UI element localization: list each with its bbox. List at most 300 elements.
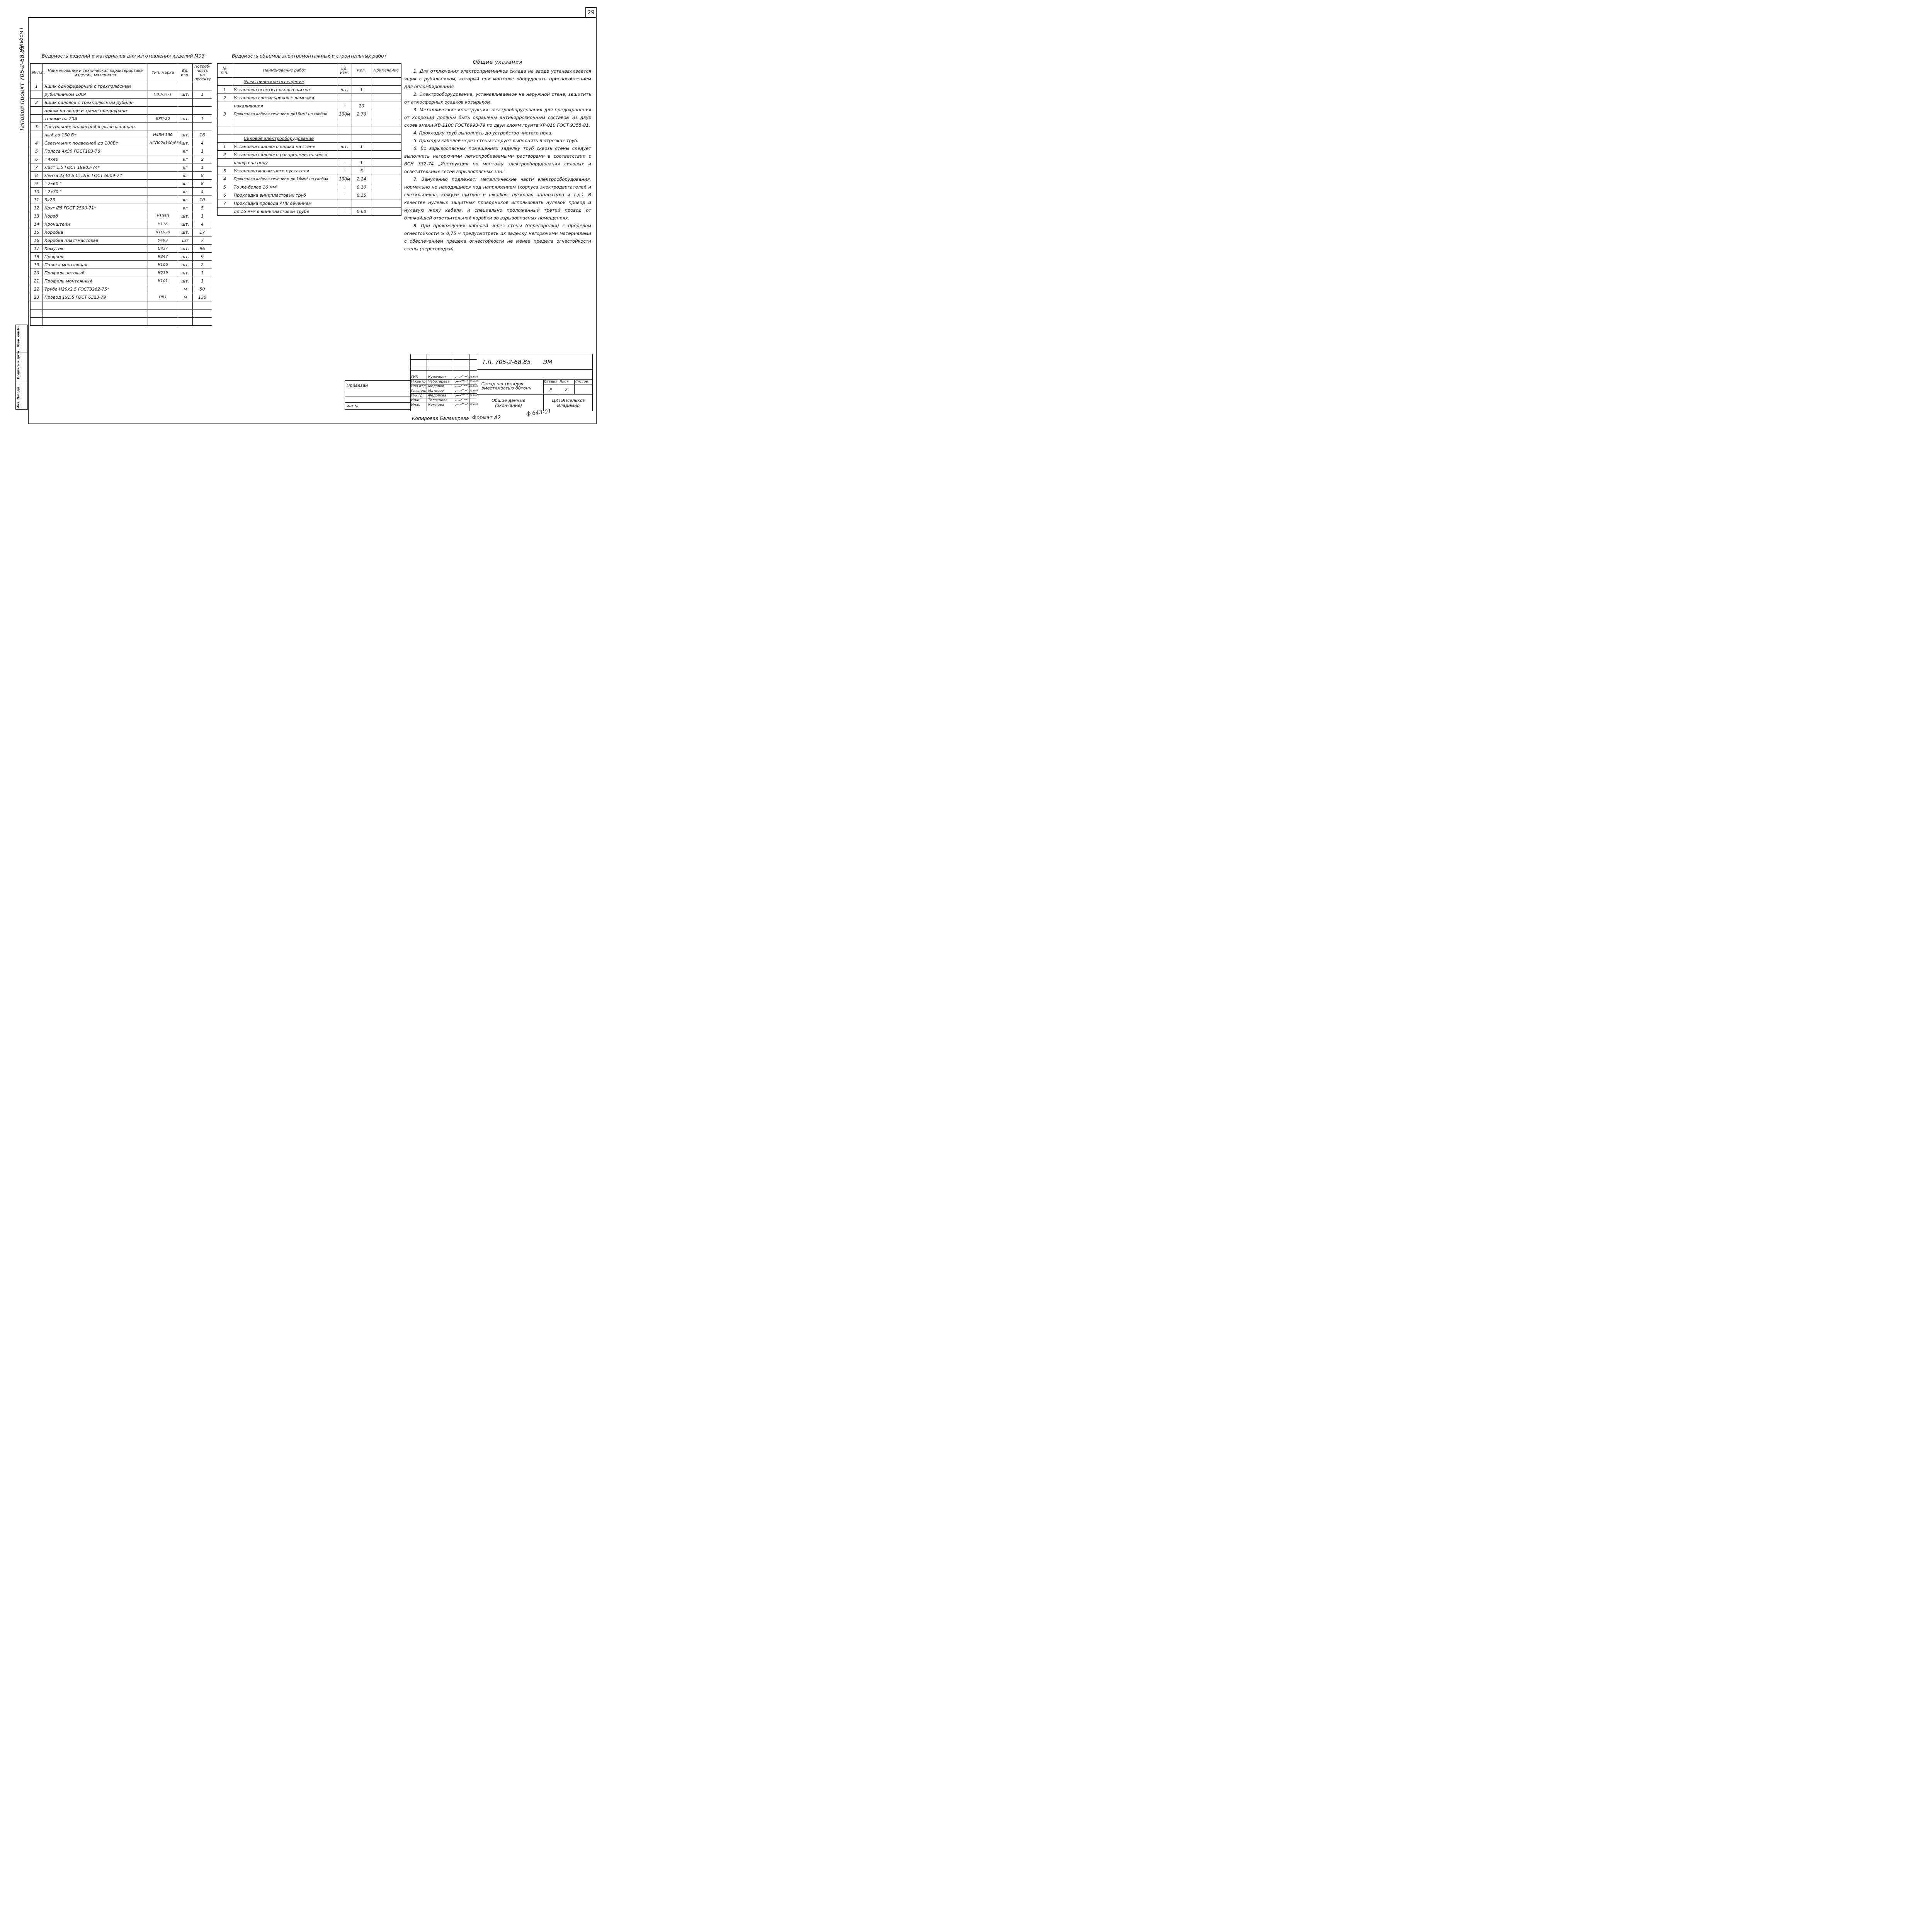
materials-cell-qty: 9 bbox=[193, 253, 212, 261]
materials-cell-name: Профиль монтажный bbox=[43, 277, 148, 285]
stamp-label-signature-date: Подпись и дата bbox=[17, 351, 20, 379]
works-row bbox=[218, 191, 401, 199]
works-table bbox=[217, 63, 401, 216]
materials-cell-type bbox=[148, 285, 178, 293]
stage-value: Р bbox=[549, 387, 552, 392]
materials-cell-name: Светильник подвесной взрывозащищен- bbox=[43, 123, 148, 131]
materials-cell-name bbox=[43, 301, 148, 310]
works-cell-note bbox=[371, 102, 401, 110]
materials-caption: Ведомость изделий и материалов для изготовления изделий МЭЗ bbox=[42, 53, 205, 59]
works-header-qty: Кол. bbox=[352, 64, 371, 78]
materials-cell-qty bbox=[193, 82, 212, 90]
materials-cell-num: 14 bbox=[31, 220, 43, 228]
materials-cell-unit: шт bbox=[178, 236, 193, 245]
signer-role: Н.контр. bbox=[411, 380, 427, 384]
materials-cell-unit: кг bbox=[178, 204, 193, 212]
materials-cell-num bbox=[31, 301, 43, 310]
materials-row bbox=[31, 301, 212, 310]
works-cell-qty bbox=[352, 151, 371, 159]
signature-date: 25.6.85 bbox=[469, 403, 478, 406]
works-row bbox=[218, 183, 401, 191]
materials-cell-qty: 1 bbox=[193, 277, 212, 285]
materials-cell-type: К347 bbox=[148, 253, 178, 261]
materials-cell-type bbox=[148, 107, 178, 115]
materials-cell-num: 17 bbox=[31, 245, 43, 253]
materials-row bbox=[31, 261, 212, 269]
materials-row bbox=[31, 228, 212, 236]
materials-cell-type bbox=[148, 99, 178, 107]
materials-cell-name: Хомутик bbox=[43, 245, 148, 253]
works-cell-name: Электрическое освещение bbox=[232, 78, 337, 86]
materials-cell-type bbox=[148, 163, 178, 172]
copied-by: Копировал Балакирева bbox=[412, 416, 469, 421]
binding-block bbox=[345, 380, 410, 410]
materials-row bbox=[31, 212, 212, 220]
materials-cell-type: НСП02х100/Р54 bbox=[148, 139, 178, 147]
materials-cell-qty: 8 bbox=[193, 172, 212, 180]
materials-row bbox=[31, 82, 212, 90]
materials-cell-type: ЯВЗ-31-1 bbox=[148, 90, 178, 99]
signature-mark bbox=[454, 403, 468, 408]
materials-cell-unit: шт. bbox=[178, 131, 193, 139]
materials-row bbox=[31, 90, 212, 99]
signer-role: Инж. bbox=[411, 403, 420, 407]
materials-cell-type bbox=[148, 180, 178, 188]
materials-cell-type: КТО-20 bbox=[148, 228, 178, 236]
works-row bbox=[218, 199, 401, 207]
stamp-label-new-inv: Взам.инв.№ bbox=[17, 326, 20, 347]
materials-cell-type bbox=[148, 204, 178, 212]
materials-cell-unit: шт. bbox=[178, 253, 193, 261]
works-cell-note bbox=[371, 151, 401, 159]
materials-cell-name: Лента 2х40 Б Ст.2пс ГОСТ 6009-74 bbox=[43, 172, 148, 180]
works-cell-qty bbox=[352, 126, 371, 134]
materials-cell-name: Провод 1х1,5 ГОСТ 6323-79 bbox=[43, 293, 148, 301]
materials-cell-num: 7 bbox=[31, 163, 43, 172]
works-cell-unit bbox=[337, 134, 352, 143]
materials-cell-qty: 1 bbox=[193, 269, 212, 277]
works-cell-unit: 100м bbox=[337, 175, 352, 183]
materials-cell-type bbox=[148, 155, 178, 163]
works-cell-name: То же более 16 мм² bbox=[232, 183, 337, 191]
works-row bbox=[218, 110, 401, 118]
materials-cell-name: Профиль зетовый bbox=[43, 269, 148, 277]
works-section-row bbox=[218, 134, 401, 143]
note-item: 4. Прокладку труб выполнить до устройства чистого пола. bbox=[413, 130, 553, 136]
materials-cell-name: Профиль bbox=[43, 253, 148, 261]
materials-cell-type: У409 bbox=[148, 236, 178, 245]
works-cell-qty: 1 bbox=[352, 86, 371, 94]
materials-cell-unit: м bbox=[178, 293, 193, 301]
materials-cell-unit: шт. bbox=[178, 269, 193, 277]
works-cell-name: Установка силового распределительного bbox=[232, 151, 337, 159]
works-cell-unit: " bbox=[337, 102, 352, 110]
materials-row bbox=[31, 318, 212, 326]
signer-name: Чеботарева bbox=[428, 380, 450, 384]
signer-name: Толокнова bbox=[428, 398, 447, 402]
materials-cell-qty bbox=[193, 318, 212, 326]
title-block bbox=[410, 354, 593, 411]
works-cell-unit: " bbox=[337, 167, 352, 175]
signature-date: 25.6.85 bbox=[469, 380, 478, 383]
materials-cell-unit: м bbox=[178, 285, 193, 293]
materials-cell-qty: 4 bbox=[193, 139, 212, 147]
materials-cell-type bbox=[148, 188, 178, 196]
materials-cell-name: Полоса монтажная bbox=[43, 261, 148, 269]
object-name: Склад пестицидов вместимостью 80тонн bbox=[481, 381, 532, 391]
materials-cell-type bbox=[148, 172, 178, 180]
works-cell-qty: 0,15 bbox=[352, 191, 371, 199]
materials-cell-unit: шт. bbox=[178, 212, 193, 220]
works-cell-unit bbox=[337, 118, 352, 126]
materials-cell-type: Н4БН 150 bbox=[148, 131, 178, 139]
stamp-label-orig-inv: Инв. №подл. bbox=[17, 385, 20, 408]
materials-row bbox=[31, 172, 212, 180]
works-cell-qty: 20 bbox=[352, 102, 371, 110]
materials-table bbox=[30, 63, 212, 326]
sheet-label: Лист bbox=[560, 380, 568, 384]
works-row bbox=[218, 102, 401, 110]
materials-cell-qty: 17 bbox=[193, 228, 212, 236]
signer-role: ГИП bbox=[411, 375, 418, 379]
materials-cell-qty: 4 bbox=[193, 220, 212, 228]
works-cell-note bbox=[371, 175, 401, 183]
works-row bbox=[218, 175, 401, 183]
materials-cell-qty: 5 bbox=[193, 204, 212, 212]
materials-row bbox=[31, 253, 212, 261]
materials-header-unit: Ед. изм. bbox=[178, 64, 193, 82]
materials-cell-name: Полоса 4х30 ГОСТ103-76 bbox=[43, 147, 148, 155]
works-row bbox=[218, 151, 401, 159]
works-caption: Ведомость объемов электромонтажных и строительных работ bbox=[232, 53, 387, 59]
works-header-unit: Ед. изм. bbox=[337, 64, 352, 78]
materials-row bbox=[31, 310, 212, 318]
materials-cell-num bbox=[31, 131, 43, 139]
org-name: ЦИТЭПсельхоз Владимир bbox=[552, 398, 585, 408]
signer-name: Комнова bbox=[428, 403, 444, 407]
materials-row bbox=[31, 139, 212, 147]
side-project-label: Типовой проект 705-2-68.85 bbox=[19, 45, 26, 131]
materials-cell-qty: 7 bbox=[193, 236, 212, 245]
materials-cell-unit: шт. bbox=[178, 245, 193, 253]
works-header-name: Наименование работ bbox=[232, 64, 337, 78]
materials-cell-qty: 96 bbox=[193, 245, 212, 253]
materials-cell-num: 23 bbox=[31, 293, 43, 301]
works-cell-name bbox=[232, 126, 337, 134]
works-cell-note bbox=[371, 167, 401, 175]
works-cell-unit bbox=[337, 126, 352, 134]
works-cell-num bbox=[218, 159, 232, 167]
works-cell-qty: 1 bbox=[352, 143, 371, 151]
materials-cell-num: 12 bbox=[31, 204, 43, 212]
works-cell-name: шкафа на полу bbox=[232, 159, 337, 167]
stage-label: Стадия bbox=[544, 380, 558, 384]
works-cell-name: Установка магнитного пускателя bbox=[232, 167, 337, 175]
works-cell-num: 5 bbox=[218, 183, 232, 191]
materials-cell-unit: кг bbox=[178, 188, 193, 196]
materials-row bbox=[31, 269, 212, 277]
works-cell-name: до 16 мм² в винипластовой трубе bbox=[232, 207, 337, 216]
works-cell-note bbox=[371, 86, 401, 94]
signer-name: Матвеев bbox=[428, 389, 444, 393]
works-cell-qty: 2,70 bbox=[352, 110, 371, 118]
works-row bbox=[218, 86, 401, 94]
materials-cell-type: К101 bbox=[148, 277, 178, 285]
materials-cell-num: 22 bbox=[31, 285, 43, 293]
works-cell-num: 6 bbox=[218, 191, 232, 199]
materials-cell-num bbox=[31, 115, 43, 123]
materials-cell-unit: кг bbox=[178, 180, 193, 188]
materials-cell-num bbox=[31, 107, 43, 115]
materials-cell-name: Коробка пластмассовая bbox=[43, 236, 148, 245]
materials-cell-type bbox=[148, 310, 178, 318]
materials-cell-qty: 1 bbox=[193, 212, 212, 220]
works-cell-num bbox=[218, 118, 232, 126]
works-cell-name: Прокладка кабеля сечением до 16мм² на скобах bbox=[232, 175, 337, 183]
materials-cell-name: Ящик силовой с трехполюсным рубиль- bbox=[43, 99, 148, 107]
works-cell-num: 1 bbox=[218, 143, 232, 151]
works-header-note: Примечание bbox=[371, 64, 401, 78]
works-cell-qty: 0,60 bbox=[352, 207, 371, 216]
materials-cell-type: К239 bbox=[148, 269, 178, 277]
works-cell-note bbox=[371, 118, 401, 126]
materials-cell-name: 3х25 bbox=[43, 196, 148, 204]
materials-cell-num: 2 bbox=[31, 99, 43, 107]
materials-cell-name: " 2х70 " bbox=[43, 188, 148, 196]
works-cell-num: 2 bbox=[218, 151, 232, 159]
materials-cell-num: 15 bbox=[31, 228, 43, 236]
note-item: 7. Занулению подлежат: металлические части электрооборудования, нормально не находящиеся под напряжением (корпуса электродвигателей и светильников, кожухи щитков и шкафов, пусковая аппаратура и т.д.). В качестве нулевых защитных проводников использовать нулевой провод и нулевую жилу кабеля, и специально проложенный третий провод от ближайшей ответвительной коробки во взрывоопасных помещениях. bbox=[404, 177, 591, 221]
materials-cell-qty: 2 bbox=[193, 155, 212, 163]
materials-row bbox=[31, 123, 212, 131]
materials-row bbox=[31, 236, 212, 245]
note-item: 5. Проходы кабелей через стены следует выполнять в отрезках труб. bbox=[413, 138, 579, 143]
materials-cell-name: ный до 150 Вт bbox=[43, 131, 148, 139]
materials-cell-qty bbox=[193, 301, 212, 310]
materials-row bbox=[31, 188, 212, 196]
notes-title: Общие указания bbox=[473, 60, 523, 65]
works-cell-unit bbox=[337, 94, 352, 102]
materials-cell-type: К106 bbox=[148, 261, 178, 269]
signer-role: Гл.спец. bbox=[411, 389, 426, 393]
signature-date: 26.6.85 bbox=[469, 376, 478, 378]
works-section-row bbox=[218, 78, 401, 86]
materials-cell-type: У1050 bbox=[148, 212, 178, 220]
materials-cell-unit bbox=[178, 123, 193, 131]
works-cell-qty bbox=[352, 78, 371, 86]
works-row bbox=[218, 94, 401, 102]
general-notes bbox=[404, 59, 591, 253]
works-cell-num: 2 bbox=[218, 94, 232, 102]
works-cell-note bbox=[371, 159, 401, 167]
signer-name: Федорова bbox=[428, 394, 447, 398]
materials-cell-name bbox=[43, 318, 148, 326]
materials-row bbox=[31, 285, 212, 293]
materials-cell-unit: кг bbox=[178, 155, 193, 163]
materials-cell-unit bbox=[178, 99, 193, 107]
works-cell-unit: шт. bbox=[337, 86, 352, 94]
works-cell-qty bbox=[352, 199, 371, 207]
works-cell-unit bbox=[337, 78, 352, 86]
materials-row bbox=[31, 293, 212, 301]
materials-cell-name: Светильник подвесной до 100Вт bbox=[43, 139, 148, 147]
signer-role: Инж. bbox=[411, 398, 420, 402]
signer-role: Рук.гр. bbox=[411, 394, 424, 398]
works-cell-name: Силовое электрооборудование bbox=[232, 134, 337, 143]
materials-cell-qty: 16 bbox=[193, 131, 212, 139]
materials-cell-num: 18 bbox=[31, 253, 43, 261]
works-cell-unit: " bbox=[337, 207, 352, 216]
note-item: 3. Металлические конструкции электрооборудования для предохранения от коррозии должны быть окрашены антикоррозионным составом из двух слоев эмали ХВ-1100 ГОСТ6993-79 по двум слоям грунта ХР-010 ГОСТ 9355-81. bbox=[404, 107, 591, 128]
materials-cell-qty: 130 bbox=[193, 293, 212, 301]
works-cell-num bbox=[218, 134, 232, 143]
materials-cell-unit: шт. bbox=[178, 139, 193, 147]
materials-cell-unit: шт. bbox=[178, 115, 193, 123]
materials-cell-name: Коробка bbox=[43, 228, 148, 236]
works-cell-num bbox=[218, 207, 232, 216]
works-cell-name: Прокладка винипластовых труб bbox=[232, 191, 337, 199]
materials-cell-num: 9 bbox=[31, 180, 43, 188]
works-header-num: № п.п. bbox=[218, 64, 232, 78]
materials-cell-qty: 8 bbox=[193, 180, 212, 188]
materials-cell-qty: 50 bbox=[193, 285, 212, 293]
signature-date: 21.6.85 bbox=[469, 389, 478, 392]
sheets-label: Листов bbox=[575, 380, 588, 384]
works-cell-qty bbox=[352, 94, 371, 102]
materials-cell-type bbox=[148, 123, 178, 131]
sheet-name: Общие данные (окончание) bbox=[492, 398, 526, 408]
materials-row bbox=[31, 245, 212, 253]
works-row bbox=[218, 126, 401, 134]
works-cell-note bbox=[371, 126, 401, 134]
works-cell-qty: 1 bbox=[352, 159, 371, 167]
works-cell-num: 3 bbox=[218, 110, 232, 118]
materials-cell-type: С437 bbox=[148, 245, 178, 253]
materials-row bbox=[31, 147, 212, 155]
materials-cell-unit: шт. bbox=[178, 90, 193, 99]
materials-cell-num: 6 bbox=[31, 155, 43, 163]
materials-cell-unit: шт. bbox=[178, 220, 193, 228]
doc-mark: ЭМ bbox=[543, 359, 553, 366]
works-cell-note bbox=[371, 183, 401, 191]
materials-cell-name: Труба Н20х2.5 ГОСТ3262-75* bbox=[43, 285, 148, 293]
works-cell-qty bbox=[352, 134, 371, 143]
works-cell-name bbox=[232, 118, 337, 126]
materials-cell-unit: кг bbox=[178, 163, 193, 172]
works-row bbox=[218, 159, 401, 167]
works-row bbox=[218, 207, 401, 216]
materials-row bbox=[31, 277, 212, 285]
materials-header-type: Тип, марка bbox=[148, 64, 178, 82]
inv-label: Инв.№ bbox=[347, 405, 359, 408]
works-cell-unit bbox=[337, 151, 352, 159]
works-cell-note bbox=[371, 199, 401, 207]
materials-cell-unit bbox=[178, 310, 193, 318]
materials-cell-num bbox=[31, 318, 43, 326]
materials-cell-qty bbox=[193, 99, 212, 107]
side-album-label: Альбом I bbox=[19, 27, 24, 50]
materials-cell-type bbox=[148, 147, 178, 155]
materials-cell-num: 4 bbox=[31, 139, 43, 147]
sheet-value: 2 bbox=[565, 387, 568, 392]
archive-code: ф 643-01 bbox=[526, 408, 552, 417]
materials-cell-qty bbox=[193, 123, 212, 131]
works-cell-unit bbox=[337, 199, 352, 207]
materials-cell-num: 16 bbox=[31, 236, 43, 245]
materials-cell-qty: 1 bbox=[193, 115, 212, 123]
materials-cell-unit: шт. bbox=[178, 261, 193, 269]
materials-cell-num: 1 bbox=[31, 82, 43, 90]
materials-cell-name: телями на 20А bbox=[43, 115, 148, 123]
works-cell-unit: " bbox=[337, 183, 352, 191]
works-cell-note bbox=[371, 143, 401, 151]
materials-header-name: Наименование и техническая характеристика изделия, материала bbox=[43, 64, 148, 82]
works-cell-name: накаливания bbox=[232, 102, 337, 110]
works-cell-name: Прокладка кабеля сечением до16мм² на скобах bbox=[232, 110, 337, 118]
materials-cell-num: 5 bbox=[31, 147, 43, 155]
materials-cell-qty: 4 bbox=[193, 188, 212, 196]
materials-cell-unit bbox=[178, 301, 193, 310]
works-cell-qty: 2,24 bbox=[352, 175, 371, 183]
works-row bbox=[218, 143, 401, 151]
signer-name: Курочкин bbox=[428, 375, 446, 379]
works-cell-num bbox=[218, 102, 232, 110]
materials-row bbox=[31, 163, 212, 172]
materials-cell-type bbox=[148, 301, 178, 310]
works-cell-name: Установка осветительного щитка bbox=[232, 86, 337, 94]
note-item: 8. При прохождении кабелей через стены (перегородки) с пределом огнестойкости ≥ 0,75 ч предусмотреть их заделку негорючими материалами с обеспечением предела огнестойкости не менее предела огнестойкости стены (перегородки). bbox=[404, 223, 591, 252]
signature-date: 25.6.85 bbox=[469, 385, 478, 388]
works-cell-name: Установка светильников с лампами bbox=[232, 94, 337, 102]
materials-cell-name: " 2х60 " bbox=[43, 180, 148, 188]
materials-cell-qty: 1 bbox=[193, 163, 212, 172]
materials-cell-type: ЯРП-20 bbox=[148, 115, 178, 123]
materials-cell-qty: 1 bbox=[193, 90, 212, 99]
materials-cell-name: Короб bbox=[43, 212, 148, 220]
works-cell-qty: 5 bbox=[352, 167, 371, 175]
binding-label: Привязан bbox=[347, 383, 368, 388]
sheet-number: 29 bbox=[585, 7, 597, 17]
materials-cell-name: Кронштейн bbox=[43, 220, 148, 228]
works-cell-num: 3 bbox=[218, 167, 232, 175]
materials-cell-unit: кг bbox=[178, 196, 193, 204]
materials-cell-name: Лист 1,5 ГОСТ 19903-74* bbox=[43, 163, 148, 172]
works-row bbox=[218, 118, 401, 126]
works-cell-note bbox=[371, 191, 401, 199]
materials-cell-name: ником на вводе и тремя предохрани- bbox=[43, 107, 148, 115]
materials-cell-name: рубильником 100А bbox=[43, 90, 148, 99]
works-cell-unit: " bbox=[337, 191, 352, 199]
signer-role: Нач.отд. bbox=[411, 384, 427, 388]
materials-row bbox=[31, 107, 212, 115]
materials-cell-name: Круг Ø6 ГОСТ 2590-71* bbox=[43, 204, 148, 212]
signature-date: 21.6.85 bbox=[469, 394, 478, 397]
works-cell-unit: шт. bbox=[337, 143, 352, 151]
works-cell-num: 4 bbox=[218, 175, 232, 183]
notes-list bbox=[404, 67, 591, 253]
works-cell-unit: " bbox=[337, 159, 352, 167]
materials-cell-name: Ящик однофидерный с трехполюсным bbox=[43, 82, 148, 90]
materials-cell-qty: 1 bbox=[193, 147, 212, 155]
works-cell-note bbox=[371, 78, 401, 86]
approval-stamp-strip bbox=[15, 325, 28, 410]
materials-cell-num: 11 bbox=[31, 196, 43, 204]
works-row bbox=[218, 167, 401, 175]
materials-cell-num: 13 bbox=[31, 212, 43, 220]
materials-header-num: № п.п. bbox=[31, 64, 43, 82]
materials-cell-num: 21 bbox=[31, 277, 43, 285]
materials-cell-num: 19 bbox=[31, 261, 43, 269]
